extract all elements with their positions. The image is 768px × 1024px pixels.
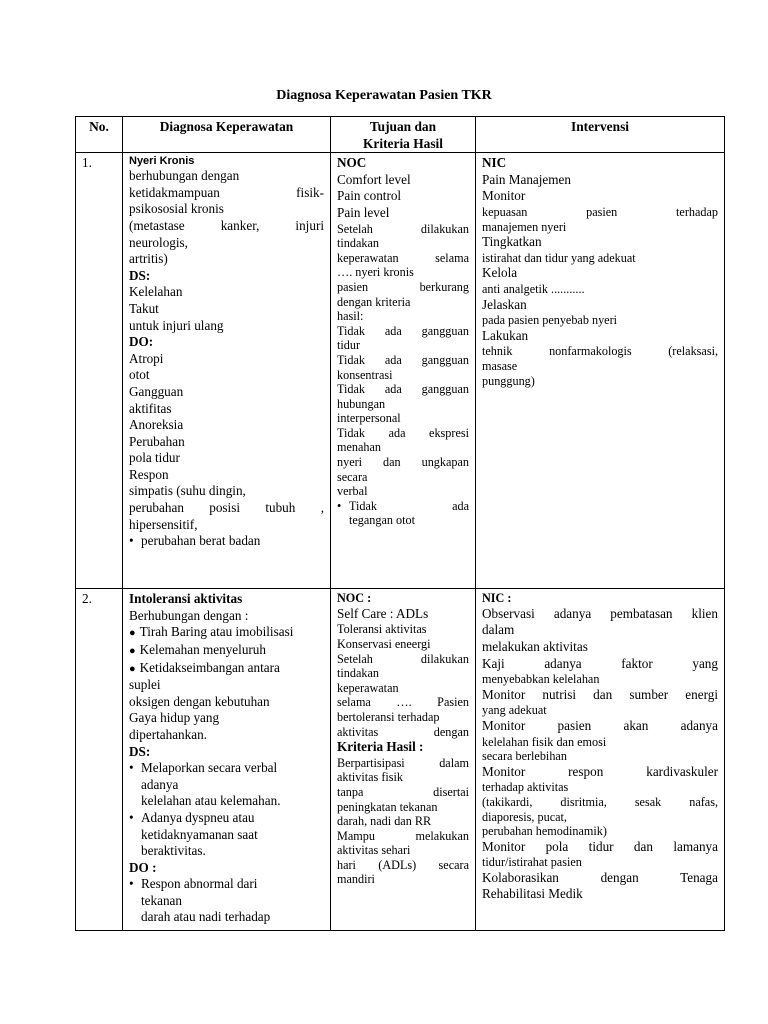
row2-goal: NOC : Self Care : ADLs Toleransi aktivitas Konservasi eneergi Setelah dilakukan tindakan keperawatan selama …. Pasien bertoleransi terhadap aktivitas dengan Kriteria Hasil : Berpartisipasi dalam aktivitas fisik tanpa disertai peningkatan tekanan darah, nadi dan RR Mampu melakukan aktivitas sehari hari (ADLs) secara mandiri (331, 589, 476, 931)
row2-criteria-label: Kriteria Hasil : (337, 739, 424, 755)
table-row (76, 589, 725, 931)
row2-noc-label: NOC : (337, 591, 372, 606)
header-no: No. (76, 117, 123, 153)
row1-goal: NOC Comfort level Pain control Pain level Setelah dilakukan tindakan keperawatan selama …. nyeri kronis pasien berkurang dengan kriteria hasil: Tidak ada gangguan tidur Tidak ada gangguan konsentrasi Tidak ada gangguan hubungan interpersonal Tidak ada ekspresi menahan nyeri dan ungkapan secara verbal • Tidak ada tegangan otot (331, 153, 476, 589)
header-intervention: Intervensi (476, 117, 725, 153)
list-item: ● Ketidakseimbangan antara (129, 660, 324, 678)
row1-intervention: NIC Pain Manajemen Monitor kepuasan pasien terhadap manajemen nyeri Tingkatkan istirahat dan tidur yang adekuat Kelola anti analgetik ........... Jelaskan pada pasien penyebab nyeri Lakukan tehnik nonfarmakologis (relaksasi, masase punggung) (476, 153, 725, 589)
header-goal-line2: Kriteria Hasil (363, 135, 443, 151)
row2-diagnosis: Intoleransi aktivitas Berhubungan dengan : ● Tirah Baring atau imobilisasi ● Kelemahan menyeluruh ● Ketidakseimbangan antara suplei oksigen dengan kebutuhan Gaya hidup yang dipertahankan. DS: • Melaporkan secara verbal adanya kelelahan atau kelemahan. • Adanya dyspneu atau ketidaknyamanan saat beraktivitas. DO : • Respon abnormal dari tekanan darah atau nadi terhadap (123, 589, 331, 931)
header-diagnosis: Diagnosa Keperawatan (123, 117, 331, 153)
row2-no: 2. (76, 589, 123, 931)
row2-do-label: DO : (129, 859, 157, 875)
row1-dx-title: Nyeri Kronis (129, 155, 195, 168)
table-row (76, 153, 725, 589)
row2-nic-label: NIC : (482, 591, 512, 606)
row1-diagnosis: Nyeri Kronis berhubungan dengan ketidakmampuan fisik- psikososial kronis (metastase kanker, injuri neurologis, artritis) DS: Kelelahan Takut untuk injuri ulang DO: Atropi otot Gangguan aktifitas Anoreksia Perubahan pola tidur Respon simpatis (suhu dingin, perubahan posisi tubuh , hipersensitif, • perubahan berat badan (123, 153, 331, 589)
list-item: • Tidak ada (337, 499, 469, 514)
list-item: • Respon abnormal dari (129, 876, 324, 893)
row1-nic-label: NIC (482, 155, 507, 171)
row1-do-label: DO: (129, 334, 154, 350)
list-item: ● Kelemahan menyeluruh (129, 642, 324, 660)
header-goal (331, 117, 476, 153)
list-item: • Adanya dyspneu atau (129, 810, 324, 827)
row2-intervention: NIC : Observasi adanya pembatasan klien dalam melakukan aktivitas Kaji adanya faktor yang menyebabkan kelelahan Monitor nutrisi dan sumber energi yang adekuat Monitor pasien akan adanya kelelahan fisik dan emosi secara berlebihan Monitor respon kardivaskuler terhadap aktivitas (takikardi, disritmia, sesak nafas, diaporesis, pucat, perubahan hemodinamik) Monitor pola tidur dan lamanya tidur/istirahat pasien Kolaborasikan dengan Tenaga Rehabilitasi Medik (476, 589, 725, 931)
row1-ds-label: DS: (129, 267, 151, 283)
document-title: Diagnosa Keperawatan Pasien TKR (276, 88, 492, 103)
row1-noc-label: NOC (337, 155, 367, 171)
list-item: • perubahan berat badan (129, 533, 324, 550)
row2-dx-title: Intoleransi aktivitas (129, 591, 243, 607)
header-goal-line1: Tujuan dan (369, 119, 437, 134)
nursing-diagnosis-table (75, 116, 725, 931)
row2-ds-label: DS: (129, 743, 151, 759)
list-item: • Melaporkan secara verbal (129, 760, 324, 777)
row1-no: 1. (76, 153, 123, 589)
table-header-row (76, 117, 725, 153)
list-item: ● Tirah Baring atau imobilisasi (129, 624, 324, 642)
